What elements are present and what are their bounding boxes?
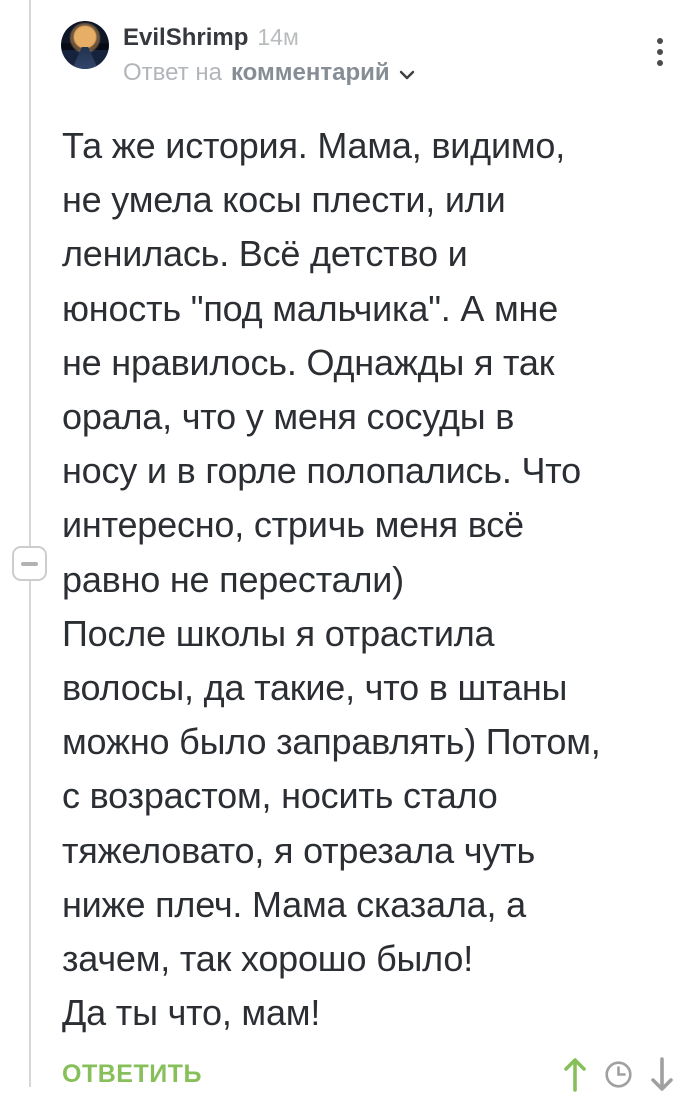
downvote-button[interactable]: [651, 1057, 673, 1092]
reply-target-label: комментарий: [230, 59, 390, 86]
upvote-button[interactable]: [564, 1057, 586, 1092]
kebab-dot: [657, 60, 663, 66]
arrow-down-icon: [651, 1057, 673, 1092]
collapse-comment-button[interactable]: [12, 546, 47, 581]
comment-text-line: юность "под мальчика". А мне: [62, 287, 559, 329]
comment-footer: [62, 1053, 673, 1095]
reply-to-link[interactable]: [123, 58, 415, 88]
comment-body-text: [62, 119, 673, 1040]
reply-button[interactable]: ОТВЕТИТЬ: [62, 1059, 202, 1088]
clock-icon: [605, 1061, 632, 1088]
arrow-up-icon: [564, 1057, 586, 1092]
comment-text-line: ниже плеч. Мама сказала, а: [62, 883, 526, 925]
comment-text-line: волосы, да такие, что в штаны: [62, 667, 568, 709]
header-text: [123, 21, 415, 88]
comment-text-line: не нравилось. Однажды я так: [62, 341, 555, 383]
more-options-button[interactable]: [651, 32, 669, 72]
history-button[interactable]: [605, 1061, 632, 1088]
comment-actions: [564, 1057, 673, 1092]
kebab-dot: [657, 38, 663, 44]
reply-prefix-label: Ответ на: [123, 59, 222, 86]
comment-text-line: орала, что у меня сосуды в: [62, 396, 515, 438]
comment-text-line: Та же история. Мама, видимо,: [62, 125, 566, 166]
comment-text-line: После школы я отрастила: [62, 612, 495, 654]
kebab-dot: [657, 49, 663, 55]
comment-text-line: интересно, стричь меня всё: [62, 504, 524, 546]
username-row: [123, 22, 415, 53]
timestamp: 14м: [257, 24, 299, 50]
comment-text-line: зачем, так хорошо было!: [62, 938, 474, 980]
comment-text-line: тяжеловато, я отрезала чуть: [62, 829, 536, 871]
username[interactable]: EvilShrimp: [123, 24, 249, 51]
avatar[interactable]: [61, 21, 109, 69]
comment-text-line: Да ты что, мам!: [62, 992, 321, 1034]
chevron-down-icon: [399, 70, 415, 80]
comment-text-line: носу и в горле полопались. Что: [62, 450, 581, 492]
comment-text-line: можно было заправлять) Потом,: [62, 721, 601, 763]
minus-icon: [21, 562, 38, 566]
comment-text-line: равно не перестали): [62, 558, 404, 600]
comment-text-line: с возрастом, носить стало: [62, 775, 498, 817]
comment-text-line: ленилась. Всё детство и: [62, 233, 468, 275]
comment-text-line: не умела косы плести, или: [62, 179, 506, 221]
comment-header: [62, 21, 673, 88]
